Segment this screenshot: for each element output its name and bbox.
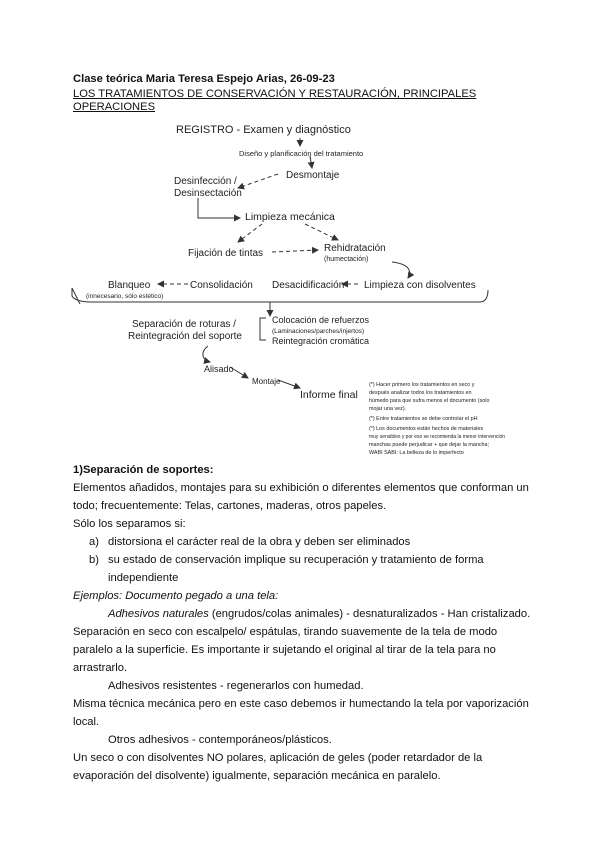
paragraph-line: arrastrarlo. [73, 662, 128, 674]
list-item [73, 551, 543, 569]
list-marker: a) [89, 536, 99, 548]
note-line: (*) Los documentos están hechos de materiales [369, 426, 484, 432]
arrow-limpieza-rehidratacion [305, 224, 338, 240]
paragraph-line: evaporación del disolvente) igualmente, separación mecánica en paralelo. [73, 770, 441, 782]
diagram-separacion-1: Separación de roturas / [132, 319, 236, 330]
arrow-fijacion-rehidratacion [272, 250, 318, 252]
paragraph-line: paralelo a la superficie. Es importante ir sujetando el original al tirar de la tela para no [73, 644, 496, 656]
arrow-montaje-informe [278, 380, 300, 388]
diagram-separacion-2: Reintegración del soporte [128, 331, 242, 342]
diagram-desinfeccion-1: Desinfección / [174, 176, 237, 187]
diagram-fijacion: Fijación de tintas [188, 248, 264, 259]
note-line: después analizar todos los tratamientos en [369, 390, 472, 396]
arrow-separacion-alisado [203, 346, 210, 362]
diagram-limpieza-disolventes: Limpieza con disolventes [364, 280, 476, 291]
diagram-reintegracion-cromatica: Reintegración cromática [272, 336, 370, 346]
paragraph-line: local. [73, 716, 100, 728]
adhesivos-naturales-rest: (engrudos/colas animales) - desnaturalizados - Han cristalizado. [208, 608, 531, 620]
diagram-diseno: Diseño y planificación del tratamiento [239, 149, 364, 158]
arrow-desinfeccion-limpieza [198, 198, 240, 218]
list-text: distorsiona el carácter real de la obra y deben ser eliminados [108, 536, 411, 548]
note-line: (*) Hacer primero los tratamientos en seco y [369, 382, 475, 388]
arrow-desmontaje-desinfeccion [238, 174, 278, 188]
subtitle-line-2: OPERACIONES [73, 101, 156, 113]
otros-adhesivos: Otros adhesivos - contemporáneos/plásticos. [108, 734, 332, 746]
page-title: Clase teórica Maria Teresa Espejo Arias, 26-09-23 [73, 73, 335, 85]
diagram-blanqueo-note: (innecesario, sólo estético) [86, 293, 164, 300]
subtitle-line-1: LOS TRATAMIENTOS DE CONSERVACIÓN Y RESTAURACIÓN, PRINCIPALES [73, 88, 477, 100]
paragraph-line: Elementos añadidos, montajes para su exhibición o diferentes elementos que conforman un [73, 482, 529, 494]
bracket-refuerzos [260, 318, 266, 340]
diagram-rehidratacion: Rehidratación [324, 243, 386, 254]
diagram-laminaciones: (Laminaciones/parches/injertos) [272, 328, 365, 335]
list-item [73, 533, 543, 551]
body-text [73, 461, 543, 785]
paragraph-line: Misma técnica mecánica pero en este caso debemos ir humectando la tela por vaporización [73, 698, 529, 710]
adhesivos-resistentes: Adhesivos resistentes - regenerarlos con humedad. [108, 680, 364, 692]
list-marker: b) [89, 554, 99, 566]
diagram-montaje: Montaje [252, 377, 281, 386]
arrow-rehidratacion-disolventes [392, 262, 410, 278]
note-line: (*) Entre tratamientos se debe controlar el pH [369, 416, 478, 422]
list-text: su estado de conservación implique su recuperación y tratamiento de forma [108, 554, 484, 566]
diagram-desmontaje: Desmontaje [286, 170, 340, 181]
diagram-limpieza-mecanica: Limpieza mecánica [245, 211, 335, 223]
diagram-informe: Informe final [300, 389, 358, 401]
paragraph-line: Un seco o con disolventes NO polares, aplicación de geles (poder retardador de la [73, 752, 483, 764]
diagram-registro: REGISTRO - Examen y diagnóstico [176, 124, 351, 136]
brace-tick-left [72, 288, 80, 304]
adhesivos-naturales-line [73, 605, 543, 623]
diagram-consolidacion: Consolidación [190, 280, 253, 291]
diagram-alisado: Alisado [204, 364, 234, 374]
note-line: húmedo para que sufra menos el documento (solo [369, 398, 490, 404]
example-heading: Ejemplos: Documento pegado a una tela: [73, 590, 279, 602]
diagram-humectacion: (humectación) [324, 256, 369, 263]
note-line: manchas puede perjudicar + que dejar la mancha; [369, 442, 490, 448]
diagram-desacidificacion: Desacidificación [272, 280, 345, 291]
diagram-blanqueo: Blanqueo [108, 280, 151, 291]
paragraph-line: Separación en seco con escalpelo/ espátulas, tirando suavemente de la tela de modo [73, 626, 498, 638]
note-line: mojar una vez). [369, 406, 407, 412]
paragraph-line: Sólo los separamos si: [73, 518, 186, 530]
paragraph-line: todo; frecuentemente: Telas, cartones, maderas, otros papeles. [73, 500, 387, 512]
diagram-desinfeccion-2: Desinsectación [174, 188, 242, 199]
diagram-notes [369, 382, 505, 456]
note-line: WABI SABI: La belleza de lo imperfecto [369, 450, 464, 456]
section-title: 1)Separación de soportes: [73, 464, 214, 476]
diagram-colocacion: Colocación de refuerzos [272, 315, 370, 325]
note-line: muy sensibles y por eso se recomienda la menor intervención [369, 434, 505, 440]
list-continuation: independiente [108, 572, 179, 584]
adhesivos-naturales-label: Adhesivos naturales [108, 608, 209, 620]
arrow-limpieza-fijacion [238, 224, 262, 242]
